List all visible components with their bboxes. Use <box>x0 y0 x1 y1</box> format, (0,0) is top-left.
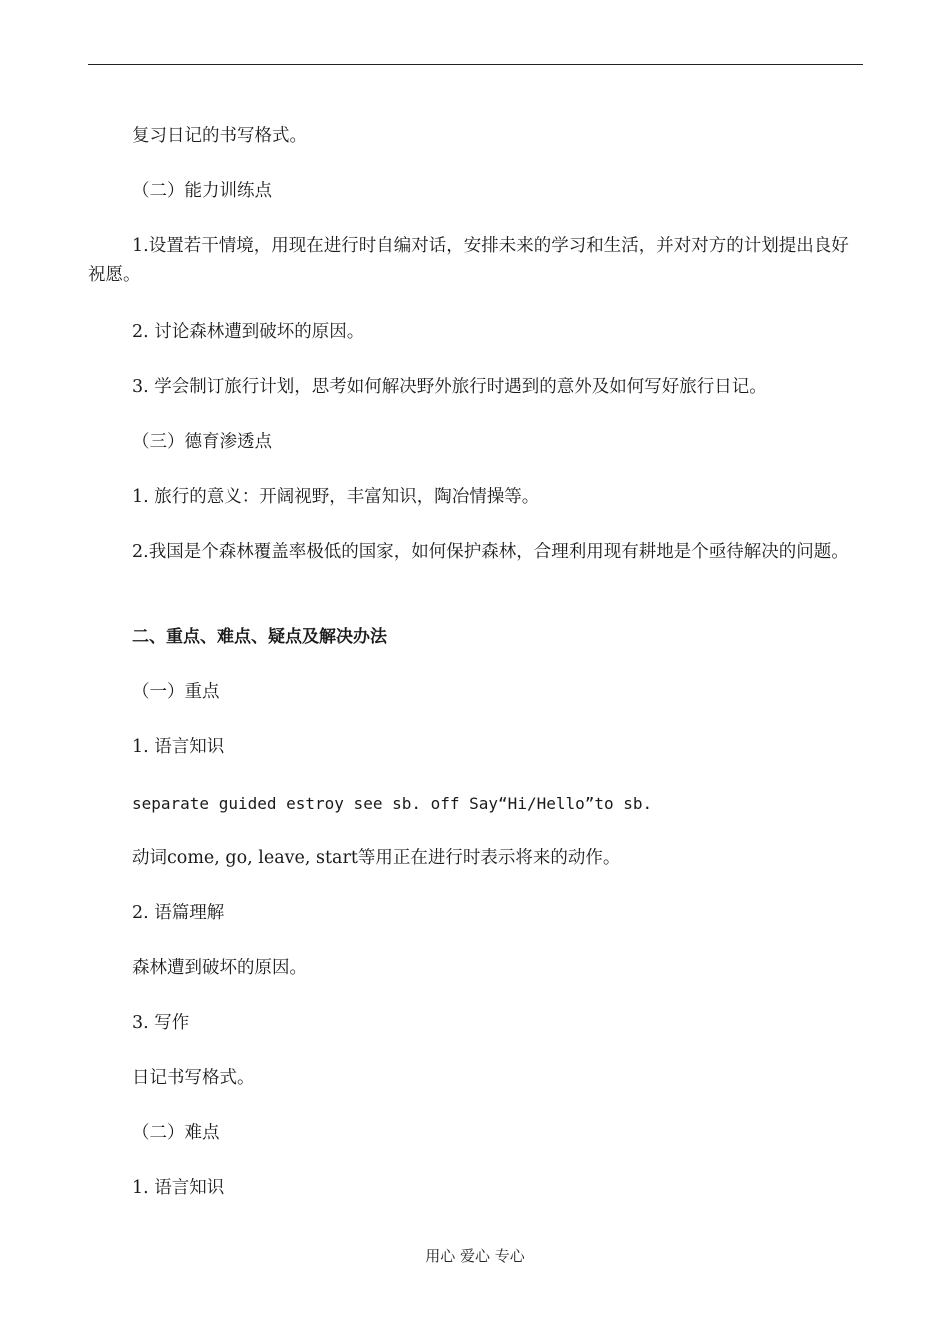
paragraph: 动词come, go, leave, start等用正在进行时表示将来的动作。 <box>132 848 621 868</box>
subsection-heading: （二）能力训练点 <box>132 181 272 201</box>
page-footer: 用心 爱心 专心 <box>425 1247 525 1265</box>
header-rule <box>88 64 863 65</box>
subsection-heading: （三）德育渗透点 <box>132 432 272 452</box>
paragraph: 1.设置若干情境，用现在进行时自编对话，安排未来的学习和生活，并对对方的计划提出良好祝愿。 <box>88 236 849 285</box>
vocabulary-line: separate guided estroy see sb. off Say“Hi/Hello”to sb. <box>132 794 653 813</box>
list-item: 1. 语言知识 <box>132 1178 225 1198</box>
list-item: 1. 语言知识 <box>132 737 225 757</box>
list-item: 3. 写作 <box>132 1013 190 1033</box>
subsection-heading: （一）重点 <box>132 682 220 702</box>
paragraph: 2. 讨论森林遭到破坏的原因。 <box>132 322 365 342</box>
paragraph: 日记书写格式。 <box>132 1068 255 1088</box>
subsection-heading: （二）难点 <box>132 1123 220 1143</box>
paragraph: 复习日记的书写格式。 <box>132 126 307 146</box>
section-heading: 二、重点、难点、疑点及解决办法 <box>132 627 387 647</box>
paragraph: 森林遭到破坏的原因。 <box>132 958 307 978</box>
paragraph: 1. 旅行的意义：开阔视野，丰富知识，陶冶情操等。 <box>132 487 540 507</box>
paragraph: 3. 学会制订旅行计划，思考如何解决野外旅行时遇到的意外及如何写好旅行日记。 <box>132 377 767 397</box>
paragraph: 2.我国是个森林覆盖率极低的国家，如何保护森林，合理利用现有耕地是个亟待解决的问题。 <box>132 542 849 562</box>
list-item: 2. 语篇理解 <box>132 903 225 923</box>
